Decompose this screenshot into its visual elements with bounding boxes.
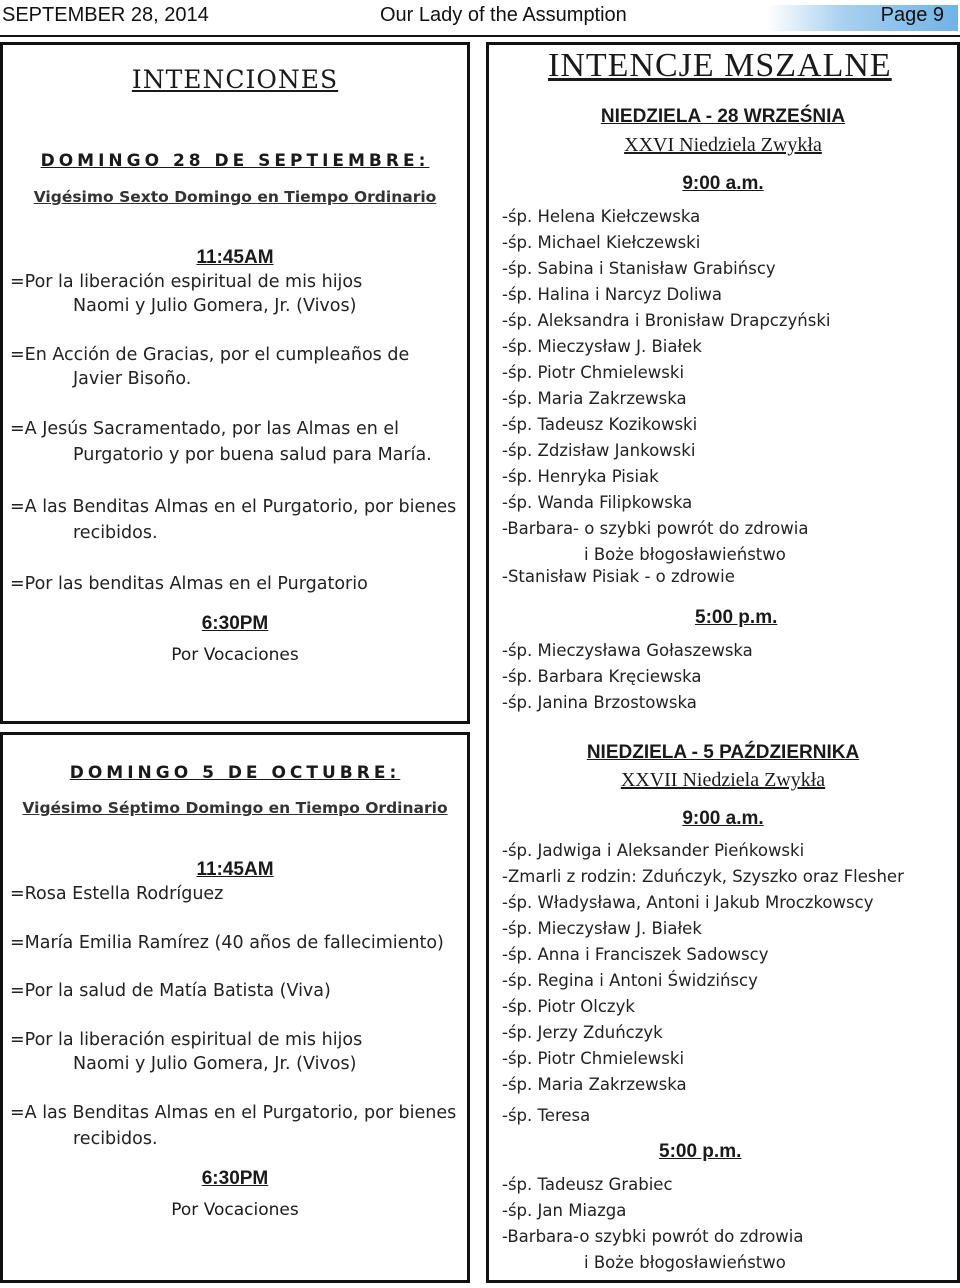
intention-line: Javier Bisoño. [73, 369, 192, 389]
intention-name: -śp. Władysława, Antoni i Jakub Mroczkowscy [502, 893, 874, 912]
intention-name: -śp. Mieczysław J. Białek [502, 337, 702, 356]
spanish-intentions-sep28-panel [0, 42, 470, 724]
polish-liturgical-subtitle: XXVI Niedziela Zwykła [624, 134, 822, 156]
intention-name: -śp. Piotr Chmielewski [502, 363, 685, 382]
intention-line: =A las Benditas Almas en el Purgatorio, por bienes [10, 497, 457, 517]
polish-sunday-heading: NIEDZIELA - 5 PAŹDZIERNIKA [586, 742, 860, 763]
spanish-section-title: INTENCIONES [131, 65, 339, 94]
intention-line: Purgatorio y por buena salud para María. [73, 445, 432, 465]
intention-name: i Boże błogosławieństwo [584, 545, 786, 564]
spanish-intentions-oct5-panel [0, 732, 470, 1283]
spanish-liturgical-subtitle: Vigésimo Sexto Domingo en Tiempo Ordinario [33, 188, 437, 206]
spanish-liturgical-subtitle: Vigésimo Séptimo Domingo en Tiempo Ordinario [22, 799, 448, 817]
intention-name: -Stanisław Pisiak - o zdrowie [502, 567, 735, 586]
polish-sunday-heading: NIEDZIELA - 28 WRZEŚNIA [600, 106, 846, 127]
spanish-mass-time-1145: 11:45AM [196, 247, 274, 268]
intention-name: -śp. Mieczysław J. Białek [502, 919, 702, 938]
intention-name: -śp. Janina Brzostowska [502, 693, 697, 712]
intention-name: -śp. Barbara Kręciewska [502, 667, 702, 686]
spanish-mass-time-1145: 11:45AM [196, 859, 274, 880]
intention-line: =Por la liberación espiritual de mis hijos [10, 1030, 363, 1050]
intention-name: -śp. Maria Zakrzewska [502, 389, 687, 408]
intention-name: -śp. Henryka Pisiak [502, 467, 659, 486]
parish-name: Our Lady of the Assumption [380, 4, 627, 26]
intention-name: -śp. Jerzy Zduńczyk [502, 1023, 663, 1042]
intention-line: =Rosa Estella Rodríguez [10, 884, 224, 904]
intention-name: -śp. Piotr Chmielewski [502, 1049, 685, 1068]
intention-name: -śp. Wanda Filipkowska [502, 493, 693, 512]
intention-line: =Por la liberación espiritual de mis hijos [10, 272, 363, 292]
vocations-intention: Por Vocaciones [171, 645, 299, 665]
polish-mass-time-500: 5:00 p.m. [659, 1141, 742, 1162]
polish-mass-intentions-panel [486, 42, 960, 1283]
intention-name: -śp. Mieczysława Gołaszewska [502, 641, 753, 660]
intention-name: -śp. Helena Kiełczewska [502, 207, 701, 226]
intention-name: -śp. Teresa [502, 1106, 591, 1125]
vocations-intention: Por Vocaciones [171, 1200, 299, 1220]
intention-name: -śp. Michael Kiełczewski [502, 233, 701, 252]
polish-liturgical-subtitle: XXVII Niedziela Zwykła [620, 769, 826, 791]
intention-name: -śp. Sabina i Stanisław Grabińscy [502, 259, 776, 278]
intention-line: =En Acción de Gracias, por el cumpleaños de [10, 345, 410, 365]
intention-line: recibidos. [73, 523, 158, 543]
intention-name: i Boże błogosławieństwo [584, 1253, 786, 1272]
intention-line: =Por la salud de Matía Batista (Viva) [10, 981, 331, 1001]
spanish-mass-time-630: 6:30PM [201, 613, 269, 634]
intention-line: =María Emilia Ramírez (40 años de fallecimiento) [10, 933, 444, 953]
polish-mass-time-900: 9:00 a.m. [682, 173, 764, 194]
intention-name: -śp. Halina i Narcyz Doliwa [502, 285, 723, 304]
spanish-sunday-heading: DOMINGO 5 DE OCTUBRE: [69, 763, 401, 783]
intention-name: -śp. Tadeusz Grabiec [502, 1175, 673, 1194]
intention-name: -śp. Zdzisław Jankowski [502, 441, 696, 460]
intention-line: =A Jesús Sacramentado, por las Almas en el [10, 419, 399, 439]
intention-name: -śp. Anna i Franciszek Sadowscy [502, 945, 769, 964]
intention-name: -Barbara-o szybki powrót do zdrowia [502, 1227, 804, 1246]
intention-line: Naomi y Julio Gomera, Jr. (Vivos) [73, 296, 357, 316]
intention-line: recibidos. [73, 1129, 158, 1149]
intention-name: -śp. Piotr Olczyk [502, 997, 635, 1016]
polish-mass-time-900: 9:00 a.m. [682, 808, 764, 829]
intention-line: =A las Benditas Almas en el Purgatorio, por bienes [10, 1103, 457, 1123]
intention-line: Naomi y Julio Gomera, Jr. (Vivos) [73, 1054, 357, 1074]
intention-name: -śp. Jan Miazga [502, 1201, 627, 1220]
intention-line: =Por las benditas Almas en el Purgatorio [10, 574, 368, 594]
spanish-sunday-heading: DOMINGO 28 DE SEPTIEMBRE: [40, 151, 430, 171]
polish-mass-time-500: 5:00 p.m. [695, 607, 778, 628]
intention-name: -śp. Tadeusz Kozikowski [502, 415, 698, 434]
header-rule [0, 35, 960, 37]
intention-name: -śp. Jadwiga i Aleksander Pieńkowski [502, 841, 805, 860]
polish-section-title: INTENCJE MSZALNE [548, 47, 892, 84]
intention-name: -śp. Aleksandra i Bronisław Drapczyński [502, 311, 831, 330]
page-number: Page 9 [880, 4, 944, 26]
intention-name: -Barbara- o szybki powrót do zdrowia [502, 519, 809, 538]
intention-name: -Zmarli z rodzin: Zduńczyk, Szyszko oraz Flesher [502, 867, 904, 886]
intention-name: -śp. Regina i Antoni Świdzińscy [502, 971, 758, 990]
bulletin-date: SEPTEMBER 28, 2014 [2, 4, 209, 26]
intention-name: -śp. Maria Zakrzewska [502, 1075, 687, 1094]
spanish-mass-time-630: 6:30PM [201, 1168, 269, 1189]
